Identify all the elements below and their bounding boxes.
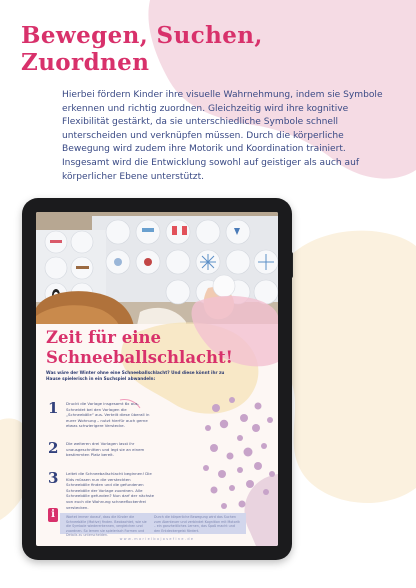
- intro-paragraph: Hierbei fördern Kinder ihre visuelle Wahrnehmung, indem sie Symbole erkennen und richtig zuordnen. Gleichzeitig wird ihre kognitive Flexibilität gestärkt, da sie unterschiedliche Symbole schnell unterscheiden und verknüpfen müssen. Durch die körperliche Bewegung wird zudem ihre Motorik und Koordination trainiert. Insgesamt wird die Entwicklung sowohl auf geistiger als auch auf körperlicher Ebene unterstützt.: [62, 90, 383, 182]
- step-2-number: 2: [48, 439, 59, 457]
- step-1-text: Druckt die Vorlage insgesamt 6x aus. Schneidet bei den Vorlagen die „Schneebälle“ aus. Verteilt diese überall in eurer Wohnung – nutzt hierfür auch gerne etwas schwierigere Verstecke.: [66, 401, 150, 429]
- tablet-device: [22, 198, 292, 560]
- page-heading: [21, 22, 321, 76]
- info-icon: i: [48, 508, 58, 522]
- screen-subtitle: Was wäre der Winter ohne eine Schneeballschlacht? Und diese könnt ihr zu Hause spielerisch in ein Suchspiel abwandeln:: [46, 370, 225, 381]
- screen-title: [46, 328, 276, 368]
- dot-pattern: [203, 397, 275, 509]
- step-1-number: 1: [48, 399, 59, 417]
- screen-title-line-2: Schneeballschlacht!: [46, 348, 233, 367]
- step-3-number: 3: [48, 469, 59, 487]
- step-3-text: Leitet die Schneeballschlacht beginnen! Die Kids müssen nun die versteckten Schneebälle finden und die gefundenen Schneebälle der Vorlage zuordnen. Alle Schneebälle gefunden? Nun darf der nächste von euch die Wohnung schneeflockenfrei verstecken.: [66, 471, 155, 510]
- footer-url: www.marielbojosefine.de: [119, 537, 195, 541]
- info-text-right: Durch die körperliche Bewegung wird das Suchen zum Abenteuer und verbindet Kognition mit Motorik – ein ganzheitliches Lernen, das Spaß macht und den Entdeckergeist fördert.: [154, 515, 240, 533]
- screen-title-line-1: Zeit für eine: [46, 328, 161, 347]
- info-text-left: Wartet immer darauf, dass die Kinder die Schneebälle (Motive) finden. Beobachtet, wie sie die Symbole wiedererkennen, vergleichen und zuordnen. So lernen sie spielerisch Formen und Details zu unterscheiden.: [66, 515, 147, 538]
- page-heading-line-1: Bewegen, Suchen,: [21, 22, 263, 49]
- page-heading-line-2: Zuordnen: [21, 49, 150, 76]
- step-2-text: Die weiteren drei Vorlagen lasst ihr unausgeschnitten und legt sie an einem bestimmten Platz bereit.: [66, 441, 145, 458]
- tablet-screen: [36, 212, 278, 546]
